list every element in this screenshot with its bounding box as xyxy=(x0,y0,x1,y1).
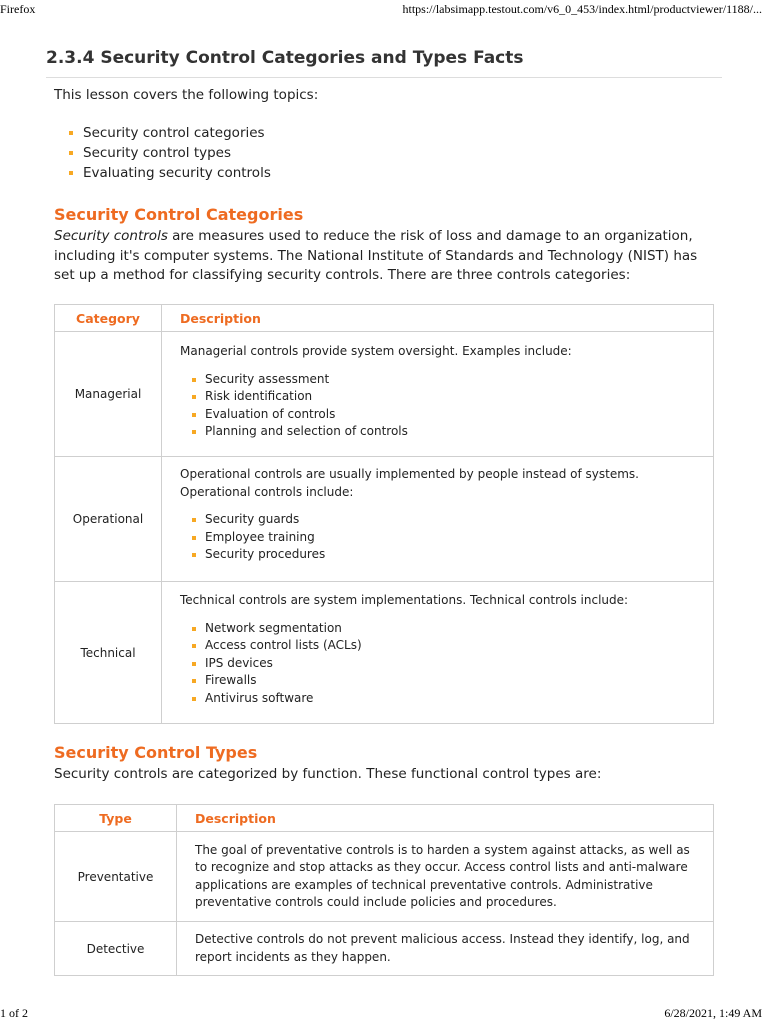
table-row xyxy=(55,922,714,976)
category-column-header: Category xyxy=(55,305,162,332)
type-name: Detective xyxy=(55,922,177,976)
types-paragraph: Security controls are categorized by function. These functional control types are: xyxy=(54,766,602,782)
table-row xyxy=(55,832,714,922)
table-row xyxy=(55,332,714,457)
category-description xyxy=(162,332,714,457)
topics-list xyxy=(54,123,271,183)
list-item: Firewalls xyxy=(180,672,695,690)
types-table xyxy=(54,804,714,976)
list-item: Security control categories xyxy=(54,123,271,143)
print-url: https://labsimapp.testout.com/v6_0_453/index.html/productviewer/1188/... xyxy=(402,2,762,16)
categories-paragraph-text: are measures used to reduce the risk of loss and damage to an organization, including it's computer systems. The National Institute of Standards and Technology (NIST) has set up a method for classifying security controls. There are three controls categories: xyxy=(54,228,698,283)
list-item: Security assessment xyxy=(180,371,695,389)
type-description: The goal of preventative controls is to harden a system against attacks, as well as to recognize and stop attacks as they occur. Access control lists and anti-malware applications are examples of technical preventative controls. Administrative preventative controls could include policies and procedures. xyxy=(177,832,714,922)
list-item: Security control types xyxy=(54,143,271,163)
list-item: Evaluation of controls xyxy=(180,406,695,424)
print-app-name: Firefox xyxy=(0,2,36,16)
list-item: Employee training xyxy=(180,529,695,547)
print-footer xyxy=(0,1004,768,1024)
categories-paragraph xyxy=(54,227,719,286)
page-title: 2.3.4 Security Control Categories and Types Facts xyxy=(46,48,524,68)
categories-table xyxy=(54,304,714,724)
category-description xyxy=(162,582,714,724)
description-text: Operational controls are usually implemented by people instead of systems. Operational controls include: xyxy=(180,467,639,499)
examples-list xyxy=(180,371,695,441)
intro-text: This lesson covers the following topics: xyxy=(54,87,319,103)
list-item: Network segmentation xyxy=(180,620,695,638)
category-name: Operational xyxy=(55,457,162,582)
description-column-header: Description xyxy=(177,805,714,832)
categories-heading: Security Control Categories xyxy=(54,205,304,224)
table-header-row xyxy=(55,305,714,332)
list-item: Planning and selection of controls xyxy=(180,423,695,441)
list-item: Security procedures xyxy=(180,546,695,564)
description-column-header: Description xyxy=(162,305,714,332)
table-row xyxy=(55,582,714,724)
security-controls-term: Security controls xyxy=(54,228,168,244)
list-item: Risk identification xyxy=(180,388,695,406)
category-name: Managerial xyxy=(55,332,162,457)
types-heading: Security Control Types xyxy=(54,743,258,762)
category-name: Technical xyxy=(55,582,162,724)
category-description xyxy=(162,457,714,582)
list-item: Security guards xyxy=(180,511,695,529)
type-name: Preventative xyxy=(55,832,177,922)
type-column-header: Type xyxy=(55,805,177,832)
type-description: Detective controls do not prevent malicious access. Instead they identify, log, and report incidents as they happen. xyxy=(177,922,714,976)
description-text: Technical controls are system implementations. Technical controls include: xyxy=(180,593,629,607)
list-item: Evaluating security controls xyxy=(54,163,271,183)
list-item: Access control lists (ACLs) xyxy=(180,637,695,655)
title-divider xyxy=(46,77,722,78)
examples-list xyxy=(180,511,695,564)
print-header xyxy=(0,0,768,20)
description-text: Managerial controls provide system oversight. Examples include: xyxy=(180,344,572,358)
examples-list xyxy=(180,620,695,708)
table-row xyxy=(55,457,714,582)
print-datetime: 6/28/2021, 1:49 AM xyxy=(664,1006,762,1020)
page-count: 1 of 2 xyxy=(0,1006,28,1020)
list-item: Antivirus software xyxy=(180,690,695,708)
table-header-row xyxy=(55,805,714,832)
list-item: IPS devices xyxy=(180,655,695,673)
